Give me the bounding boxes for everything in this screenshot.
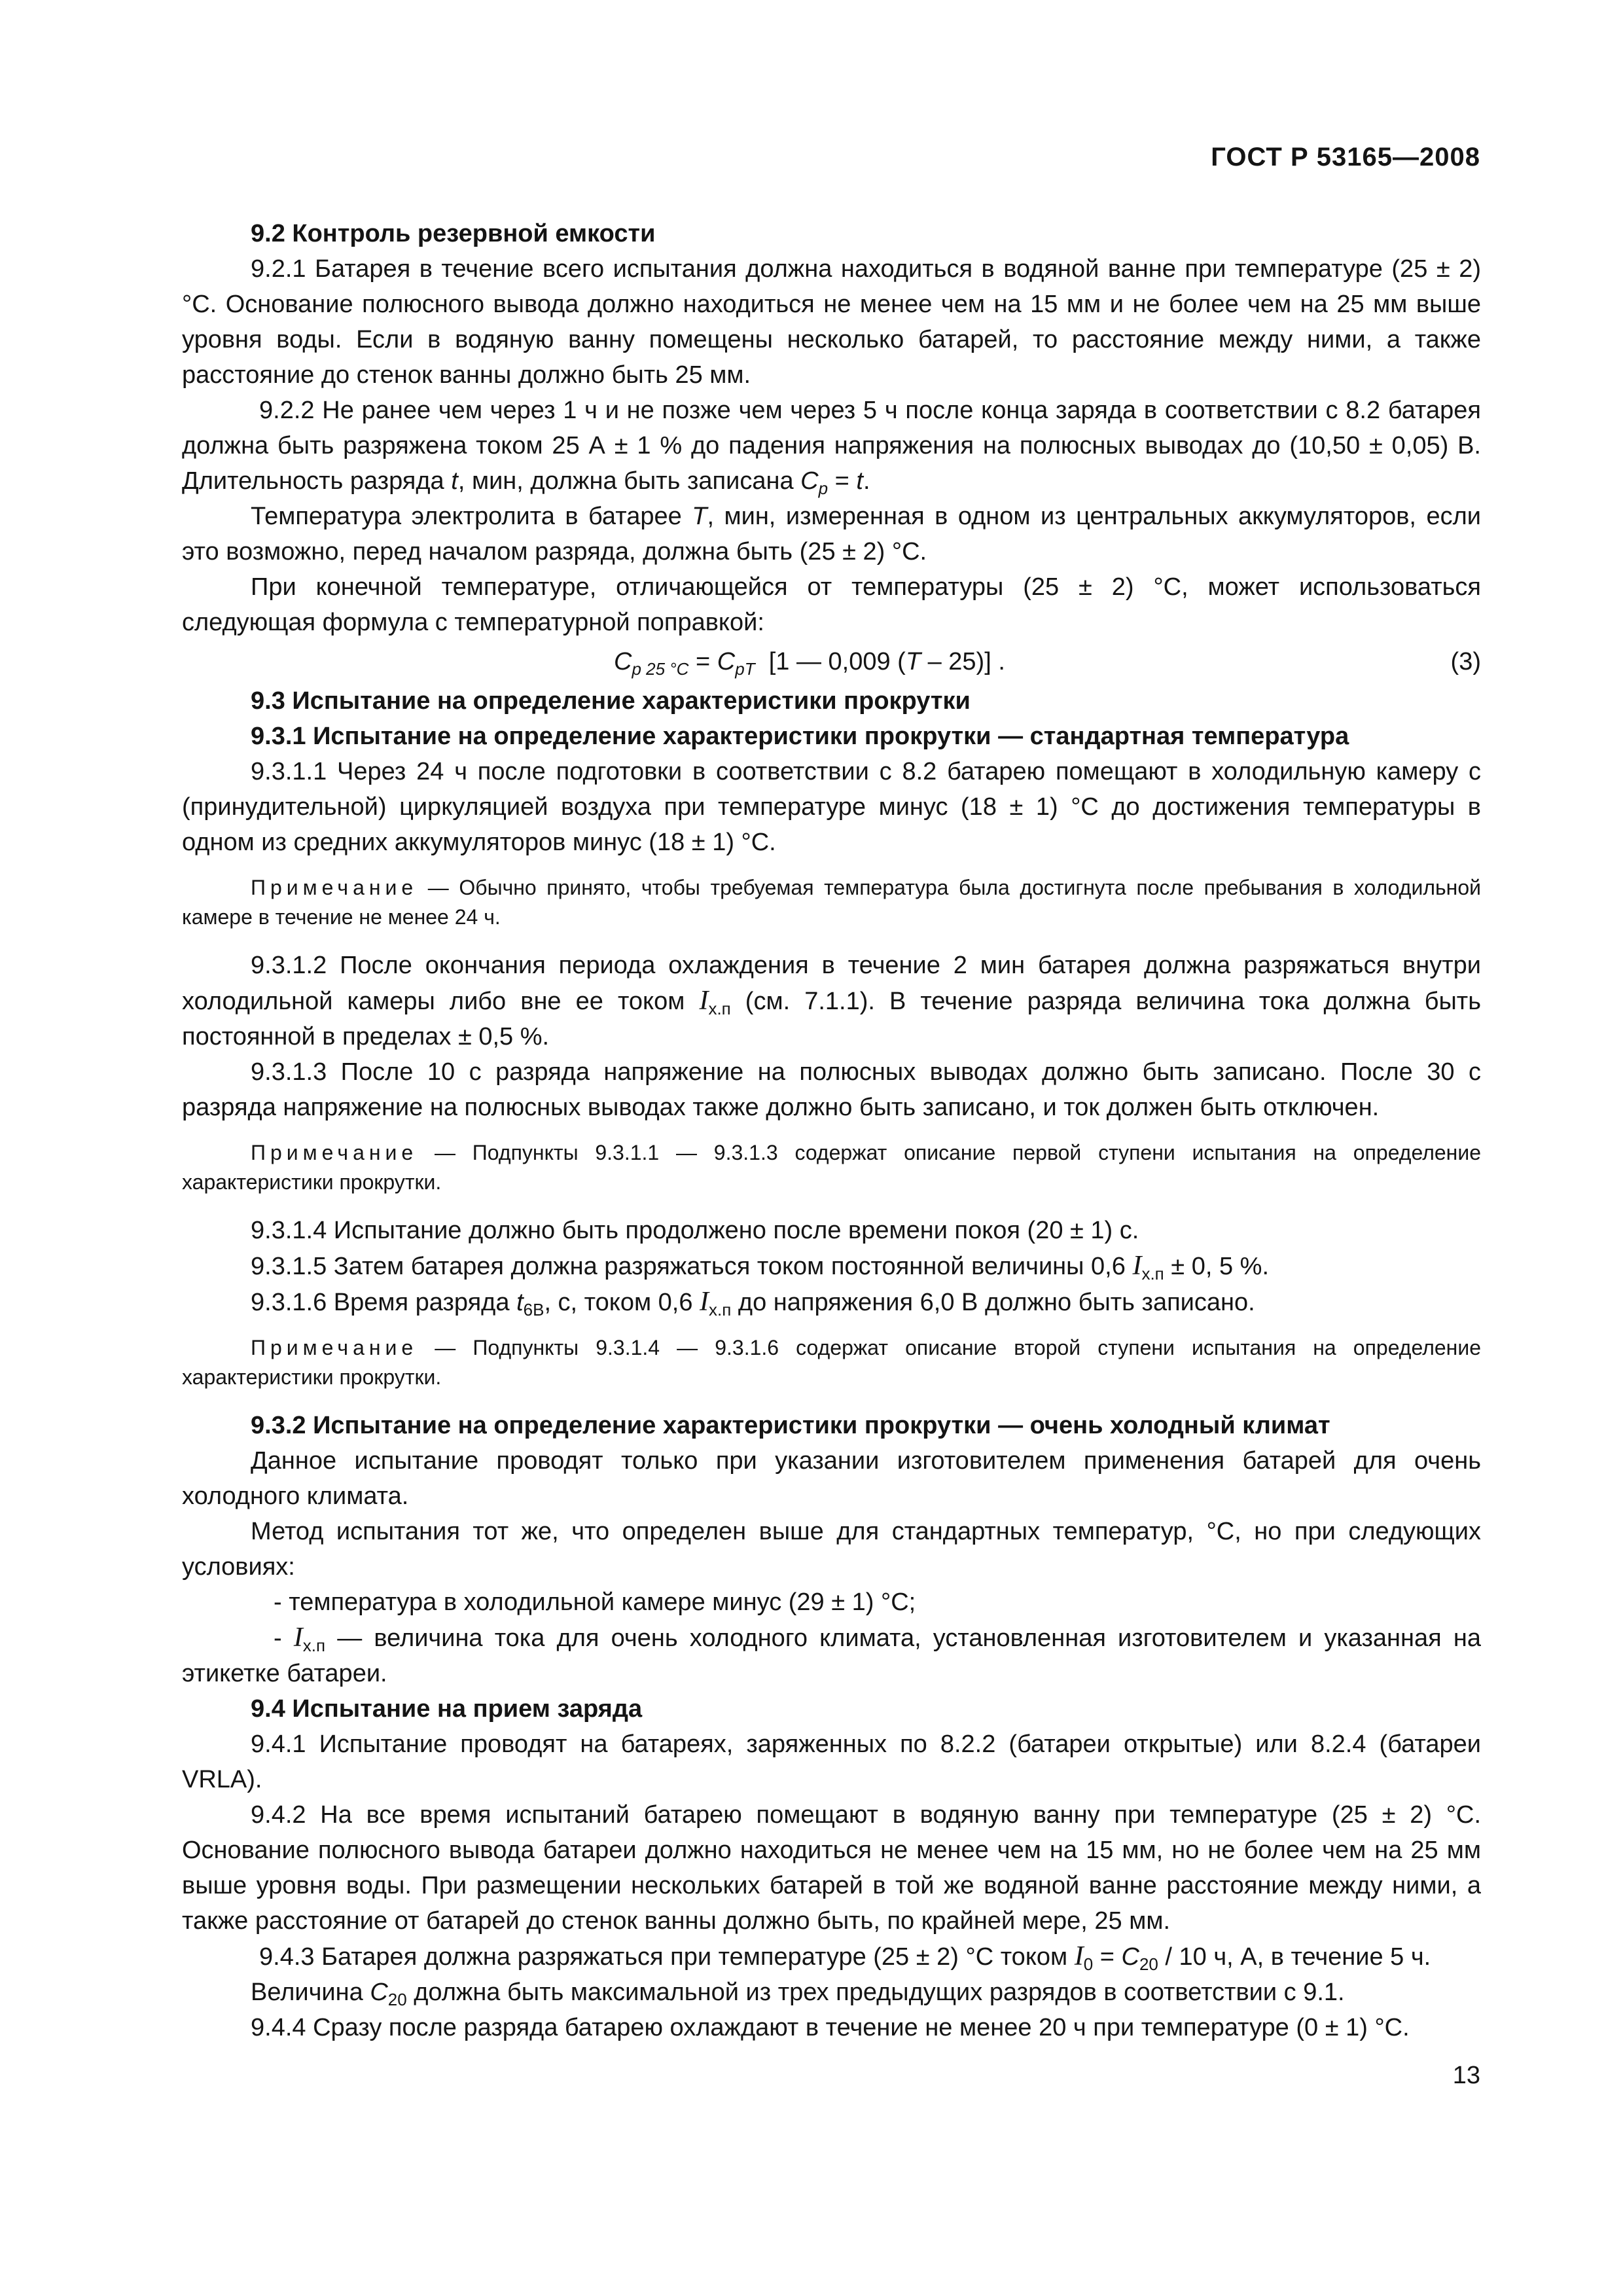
paragraph-9-3-1-4: 9.3.1.4 Испытание должно быть продолжено после времени покоя (20 ± 1) с. [251, 1217, 1139, 1244]
var-I: I [1132, 1251, 1142, 1281]
section-heading-9-3-1: 9.3.1 Испытание на определение характеристики прокрутки — стандартная температура [251, 723, 1349, 750]
note-3 [182, 1333, 1481, 1392]
var-c: C [800, 467, 819, 495]
text-run: 9.2.2 Не ранее чем через 1 ч и не позже чем через 5 ч после конца заряда в соответствии с 8.2 батарея должна быть разряжена током 25 А ± 1 % до падения напряжения на полюсных выводах до (10,50 ± 0,05) В. Длительность разряда [182, 397, 1481, 495]
text-run: Величина [251, 1979, 363, 2006]
paragraph-9-3-1-1: 9.3.1.1 Через 24 ч после подготовки в соответствии с 8.2 батарею помещают в холодильную камеру с (принудительной) циркуляцией воздуха при температуре минус (18 ± 1) °С до достижения температуры в одном из средних аккумуляторов минус (18 ± 1) °С. [182, 758, 1481, 856]
note-label: Примечание [251, 1336, 418, 1359]
subscript: p 25 °С [632, 659, 689, 679]
subscript: pT [735, 659, 755, 679]
var-T: T [692, 503, 707, 530]
text-run: 9.4.3 Батарея должна разряжаться при температуре (25 ± 2) °С током [259, 1943, 1068, 1971]
text-run: . [863, 467, 870, 495]
text-run: , мин, измеренная в одном из центральных аккумуляторов, если это возможно, перед началом разряда, должна быть (25 ± 2) °С. [182, 503, 1481, 565]
paragraph-9-3-1-5 [182, 1248, 1481, 1284]
paragraph-9-3-1-3: 9.3.1.3 После 10 с разряда напряжение на полюсных выводах должно быть записано. После 30 с разряда напряжение на полюсных выводах также должно быть записано, и ток должен быть отключен. [182, 1058, 1481, 1121]
list-item [182, 1620, 1481, 1691]
formula-expression [614, 644, 1005, 679]
text-run: = [1093, 1943, 1122, 1971]
text-run: должна быть максимальной из трех предыдущих разрядов в соответствии с 9.1. [406, 1979, 1345, 2006]
var-I: I [293, 1623, 303, 1653]
var-T: T [905, 648, 921, 675]
text-run: ± 0, 5 %. [1164, 1253, 1270, 1280]
section-heading-9-3: 9.3 Испытание на определение характеристики прокрутки [251, 687, 971, 715]
subscript: х.п [302, 1636, 326, 1655]
subscript: х.п [708, 999, 731, 1018]
var-t: t [516, 1289, 524, 1316]
text-run: — величина тока для очень холодного климата, установленная изготовителем и указанная на этикетке батареи. [182, 1624, 1481, 1687]
subscript: 0 [1083, 1954, 1094, 1974]
var-I: I [1074, 1941, 1084, 1971]
section-heading-9-2: 9.2 Контроль резервной емкости [251, 220, 656, 247]
note-text: — Подпункты 9.3.1.4 — 9.3.1.6 содержат описание второй ступени испытания на определение характеристики прокрутки. [182, 1336, 1481, 1389]
paragraph-cold-climate: Данное испытание проводят только при указании изготовителем применения батарей для очень холодного климата. [182, 1447, 1481, 1510]
formula-3 [182, 640, 1481, 683]
text-run: Температура электролита в батарее [251, 503, 682, 530]
note-text: — Подпункты 9.3.1.1 — 9.3.1.3 содержат описание первой ступени испытания на определение характеристики прокрутки. [182, 1141, 1481, 1194]
text-run: 9.3.1.2 После окончания периода охлаждения в течение 2 мин батарея должна разряжаться внутри холодильной камеры либо вне ее током [182, 952, 1481, 1015]
equation-number: (3) [1450, 648, 1481, 675]
paragraph-9-4-4: 9.4.4 Сразу после разряда батарею охлаждают в течение не менее 20 ч при температуре (0 ± 1) °С. [251, 2014, 1410, 2041]
paragraph-9-4-1: 9.4.1 Испытание проводят на батареях, заряженных по 8.2.2 (батареи открытые) или 8.2.4 (батареи VRLA). [182, 1731, 1481, 1793]
text-run: до напряжения 6,0 В должно быть записано. [731, 1289, 1255, 1316]
var-I: I [700, 1287, 709, 1317]
text-run: - [274, 1624, 294, 1652]
paragraph-electrolyte-temp [182, 499, 1481, 569]
subscript: 6В [523, 1300, 544, 1319]
subscript: p [818, 478, 829, 498]
text-run: , мин, должна быть записана [457, 467, 794, 495]
var-I: I [699, 986, 709, 1016]
paragraph-method: Метод испытания тот же, что определен выше для стандартных температур, °С, но при следующих условиях: [182, 1518, 1481, 1581]
var-t: t [451, 467, 458, 495]
text-run: / 10 ч, А, в течение 5 ч. [1158, 1943, 1431, 1971]
note-label: Примечание [251, 1141, 418, 1164]
text-run: = [828, 467, 857, 495]
paragraph-9-2-2 [182, 393, 1481, 499]
subscript: 20 [1139, 1954, 1158, 1974]
section-heading-9-3-2: 9.3.2 Испытание на определение характеристики прокрутки — очень холодный климат [251, 1412, 1330, 1439]
var-c: C [717, 648, 736, 675]
text-run: 9.3.1.6 Время разряда [251, 1289, 510, 1316]
document-header: ГОСТ Р 53165—2008 [1211, 143, 1480, 171]
text-run: (см. 7.1.1). В течение разряда величина тока должна быть постоянной в пределах ± 0,5 %. [182, 988, 1481, 1050]
note-2 [182, 1138, 1481, 1197]
var-c: C [1121, 1943, 1139, 1971]
text-run: [1 — 0,009 ( [755, 648, 906, 675]
page-number: 13 [1452, 2062, 1480, 2089]
text-run: , с, током 0,6 [544, 1289, 693, 1316]
section-heading-9-4: 9.4 Испытание на прием заряда [251, 1695, 643, 1723]
paragraph-9-4-3 [182, 1939, 1481, 1975]
subscript: х.п [1141, 1264, 1164, 1283]
subscript: 20 [387, 1990, 407, 2009]
var-c: C [614, 648, 632, 675]
paragraph-9-4-2: 9.4.2 На все время испытаний батарею помещают в водяную ванну при температуре (25 ± 2) °С. Основание полюсного вывода батареи должно находиться не менее чем на 15 мм, но не более чем на 25 мм выше уровня воды. При размещении нескольких батарей в той же водяной ванне расстояние между ними, а также расстояние от батарей до стенок ванны должно быть, по крайней мере, 25 мм. [182, 1801, 1481, 1935]
paragraph-9-3-1-6 [182, 1284, 1481, 1320]
subscript: х.п [709, 1300, 732, 1319]
var-t: t [856, 467, 863, 495]
document-body [182, 216, 1481, 2045]
text-run: – 25)] . [921, 648, 1005, 675]
note-label: Примечание [251, 876, 418, 899]
note-text: — Обычно принято, чтобы требуемая температура была достигнута после пребывания в холодильной камере в течение не менее 24 ч. [182, 876, 1481, 929]
text-run: = [688, 648, 717, 675]
var-c: C [370, 1979, 388, 2006]
paragraph-c20 [182, 1975, 1481, 2010]
paragraph-9-2-1: 9.2.1 Батарея в течение всего испытания должна находиться в водяной ванне при температуре (25 ± 2) °С. Основание полюсного вывода должно находиться не менее чем на 15 мм и не более чем на 25 мм выше уровня воды. Если в водяную ванну помещены несколько батарей, то расстояние между ними, а также расстояние до стенок ванны должно быть 25 мм. [182, 255, 1481, 389]
note-1 [182, 873, 1481, 932]
paragraph-end-temp: При конечной температуре, отличающейся от температуры (25 ± 2) °С, может использоваться следующая формула с температурной поправкой: [182, 573, 1481, 636]
text-run: 9.3.1.5 Затем батарея должна разряжаться током постоянной величины 0,6 [251, 1253, 1126, 1280]
list-item: - температура в холодильной камере минус (29 ± 1) °С; [274, 1588, 916, 1616]
paragraph-9-3-1-2 [182, 948, 1481, 1054]
